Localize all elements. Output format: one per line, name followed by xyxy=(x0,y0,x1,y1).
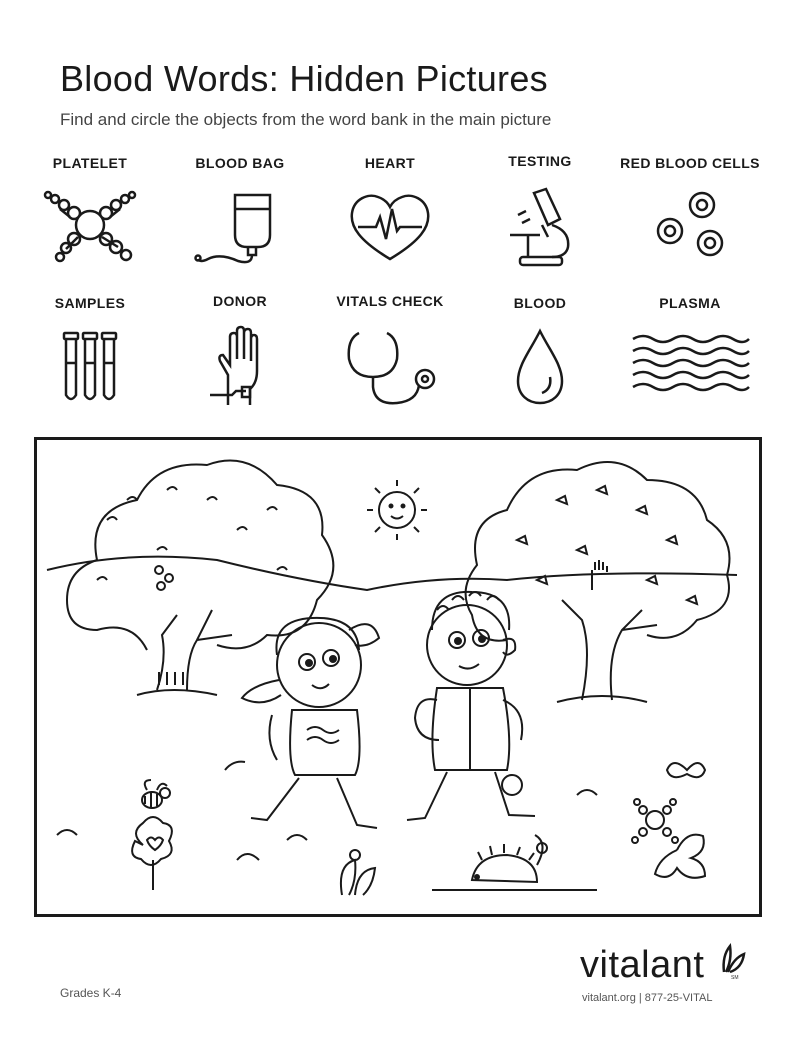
word-label: BLOOD BAG xyxy=(195,155,285,171)
word-platelet xyxy=(15,155,165,267)
word-label: SAMPLES xyxy=(54,295,126,311)
leaf-logo-icon xyxy=(720,942,746,974)
plasma-waves-icon xyxy=(625,327,755,407)
word-bank xyxy=(40,150,760,420)
word-label: DONOR xyxy=(212,293,268,309)
word-heart xyxy=(315,155,465,267)
scene-illustration xyxy=(37,440,759,914)
word-samples xyxy=(15,295,165,407)
boy-head-icon xyxy=(427,605,507,685)
red-blood-cells-icon xyxy=(640,187,740,267)
word-blood-bag xyxy=(165,155,315,267)
word-label: VITALS CHECK xyxy=(336,293,444,309)
heart-icon xyxy=(340,187,440,267)
word-label: RED BLOOD CELLS xyxy=(620,155,760,171)
hidden-pictures-scene xyxy=(34,437,762,917)
hedgehog-icon xyxy=(472,844,537,882)
hidden-platelet-icon xyxy=(646,811,664,829)
contact-line: vitalant.org | 877-25-VITAL xyxy=(582,992,713,1004)
word-red-blood-cells xyxy=(615,155,765,267)
trademark-label: SM xyxy=(731,975,739,981)
hidden-samples-icon xyxy=(159,672,183,685)
word-label: PLASMA xyxy=(659,295,721,311)
brand-wordmark: vitalant xyxy=(580,944,705,986)
plant-icon xyxy=(341,860,375,895)
donor-arm-icon xyxy=(190,325,290,407)
word-plasma xyxy=(615,295,765,407)
page-subtitle: Find and circle the objects from the word bank in the main picture xyxy=(60,110,552,129)
grades-label: Grades K-4 xyxy=(60,986,122,1000)
leafy-plant-icon xyxy=(655,835,705,878)
vitalant-logo xyxy=(580,940,750,1004)
word-vitals-check xyxy=(315,293,465,407)
page-title: Blood Words: Hidden Pictures xyxy=(60,58,548,99)
word-label: HEART xyxy=(364,155,416,171)
word-testing xyxy=(465,153,615,267)
blood-bag-icon xyxy=(190,187,290,267)
butterfly-icon xyxy=(667,763,705,777)
hidden-heart-flower-icon xyxy=(132,817,172,865)
microscope-icon xyxy=(490,185,590,267)
platelet-icon xyxy=(40,187,140,267)
blood-drop-icon xyxy=(490,327,590,407)
sun-icon xyxy=(379,492,415,528)
test-tubes-icon xyxy=(40,327,140,407)
word-donor xyxy=(165,293,315,407)
word-label: TESTING xyxy=(508,153,572,169)
word-label: PLATELET xyxy=(52,155,128,171)
word-blood xyxy=(465,295,615,407)
girl-head-icon xyxy=(277,623,361,707)
word-label: BLOOD xyxy=(513,295,567,311)
stethoscope-icon xyxy=(335,325,445,407)
